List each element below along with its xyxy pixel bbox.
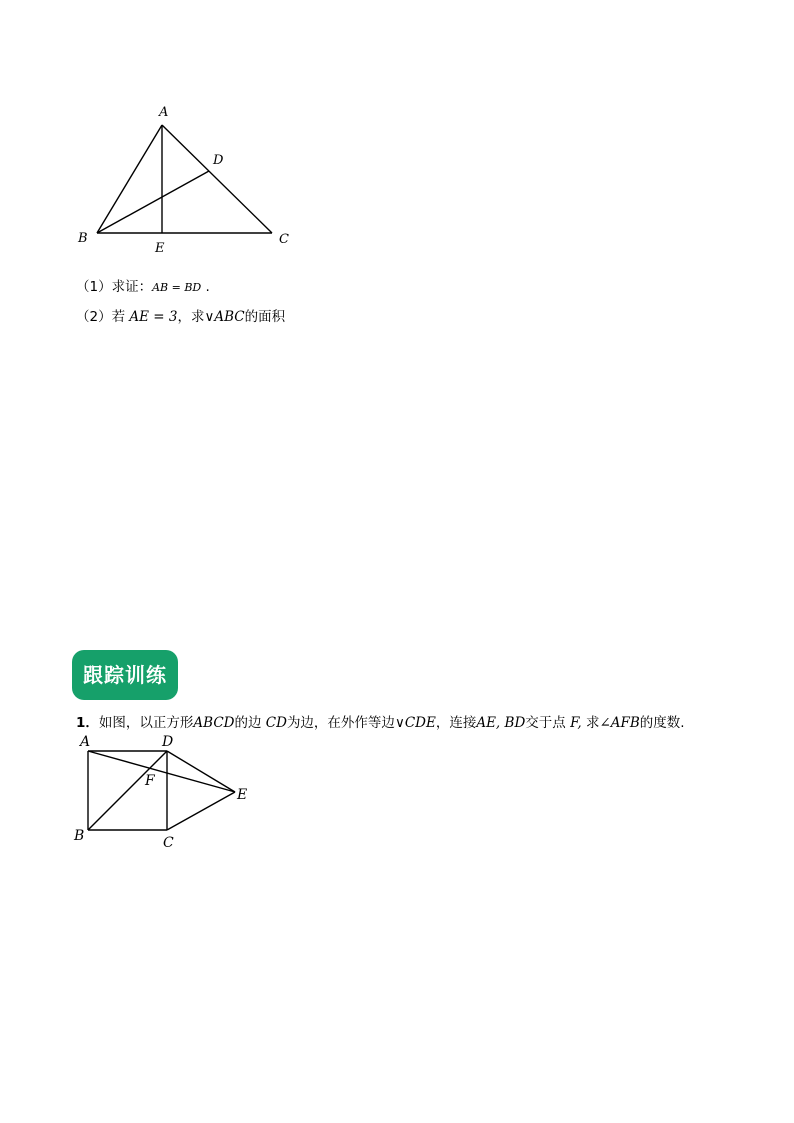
segment-ce	[167, 792, 235, 830]
label-b: B	[74, 828, 85, 844]
problem-1-triangle: ∨CDE	[394, 715, 436, 731]
question-2-suffix: 的面积	[244, 309, 286, 325]
problem-1-text-d: ，连接	[435, 715, 477, 731]
segment-de	[167, 751, 235, 792]
problem-1-text	[76, 711, 685, 731]
question-2-prefix: （2）若	[76, 309, 126, 325]
question-2-expr1: AE = 3	[129, 309, 178, 325]
label-c: C	[163, 835, 174, 851]
problem-1-square: ABCD	[193, 715, 235, 731]
question-1	[76, 275, 210, 295]
segment-bd	[97, 171, 209, 233]
problem-1-text-c: 为边，在外作等边	[286, 715, 395, 731]
problem-1-point: F,	[570, 715, 582, 731]
problem-1-text-a: 如图，以正方形	[98, 715, 194, 731]
label-e: E	[237, 787, 248, 803]
question-1-expr: AB = BD	[152, 281, 202, 294]
label-f: F	[145, 773, 155, 789]
label-e: E	[155, 241, 165, 256]
segment-ab	[97, 125, 162, 233]
triangle-figure	[70, 100, 310, 260]
problem-1-text-b: 的边	[234, 715, 262, 731]
section-badge: 跟踪训练	[72, 650, 178, 700]
label-a: A	[80, 734, 91, 750]
segment-bd	[88, 751, 167, 830]
problem-1-side: CD	[265, 715, 287, 731]
label-d: D	[213, 153, 224, 168]
problem-1-text-f: 求	[585, 715, 600, 731]
label-d: D	[162, 734, 174, 750]
label-a: A	[159, 105, 169, 120]
problem-1-seg2: BD	[504, 715, 526, 731]
problem-1-angle: ∠AFB	[599, 715, 640, 731]
label-b: B	[78, 231, 88, 246]
question-1-prefix: （1）求证：	[76, 279, 153, 295]
problem-1-seg1: AE,	[476, 715, 501, 731]
problem-1-text-g: 的度数.	[639, 715, 685, 731]
label-c: C	[279, 232, 289, 247]
question-2-middle: ，求	[177, 309, 205, 325]
question-2-expr2: ∨ABC	[204, 309, 245, 325]
question-1-suffix: .	[205, 279, 210, 295]
problem-1-number: 1．	[76, 715, 99, 731]
problem-1-text-e: 交于点	[525, 715, 566, 731]
question-2	[76, 305, 285, 325]
segment-ac	[162, 125, 272, 233]
square-triangle-figure	[70, 730, 270, 860]
